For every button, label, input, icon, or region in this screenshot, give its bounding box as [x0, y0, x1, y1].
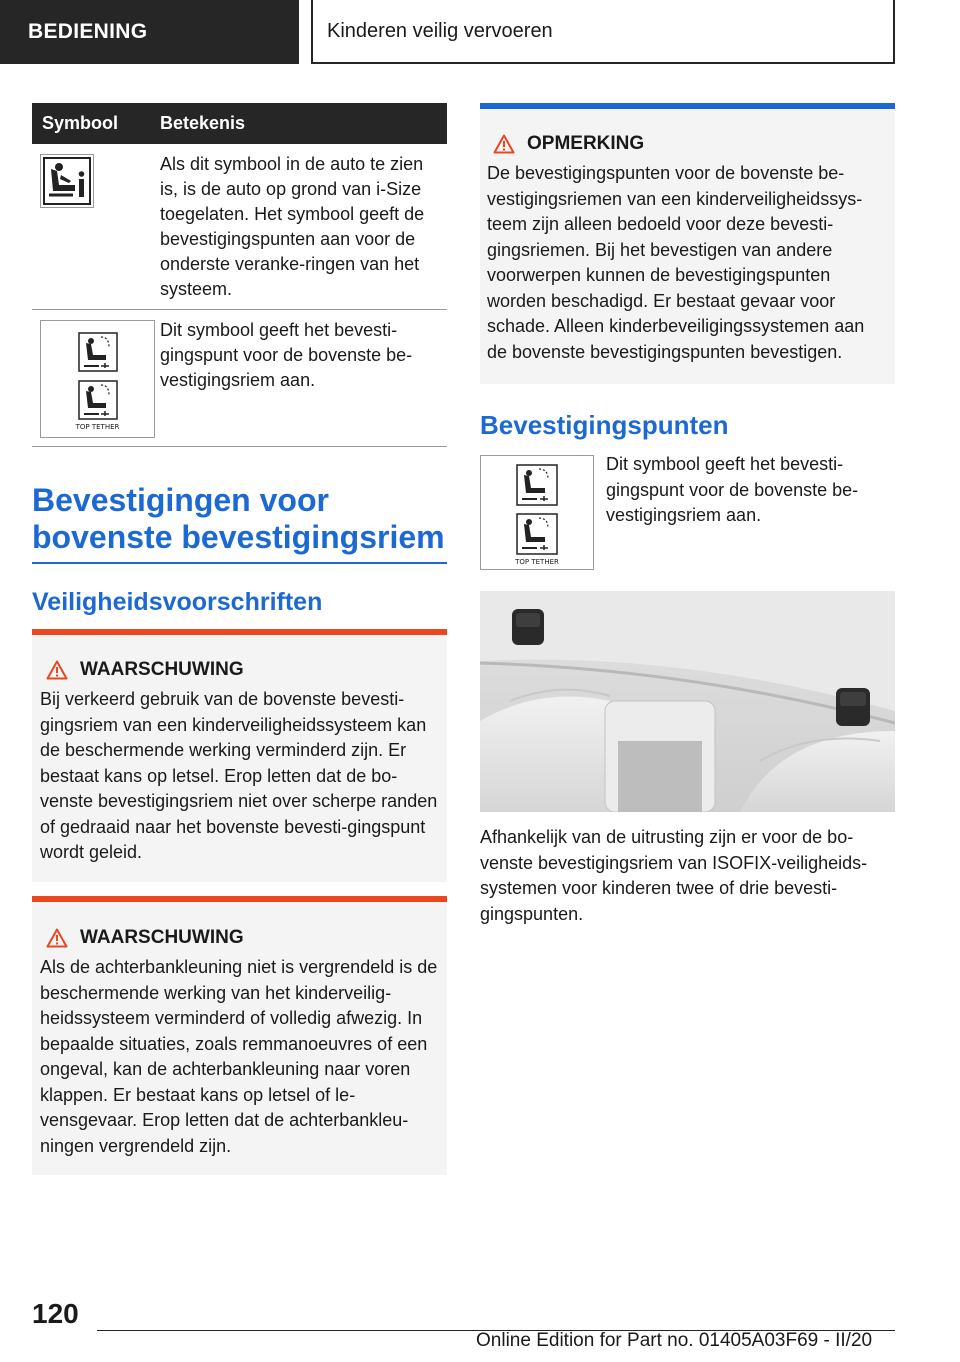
symbol-table: [32, 103, 447, 447]
column-header-meaning: Betekenis: [160, 113, 246, 133]
table-row: [32, 144, 447, 310]
table-cell-meaning: Dit symbool geeft het bevesti-gingspunt voor de bovenste be-vestigingsriem aan.: [160, 320, 413, 390]
section-title: Bevestigingen voor bovenste bevestigingsriem: [32, 482, 447, 564]
warning-label: WAARSCHUWING: [80, 927, 244, 948]
anchor-caption: Afhankelijk van de uitrusting zijn er voor de bo-venste bevestigingsriem van ISOFIX-veiligheids-systemen voor kinderen twee of drie bevesti-gingspunten.: [480, 827, 868, 924]
warning-label: WAARSCHUWING: [80, 659, 244, 680]
warning-box: [32, 896, 447, 1175]
note-triangle-icon: [493, 134, 515, 154]
isize-seat-icon: [40, 154, 94, 208]
warning-box: [32, 629, 447, 882]
table-header: [32, 103, 447, 144]
note-box: [480, 103, 895, 384]
anchor-section-title: Bevestigingspunten: [480, 410, 729, 440]
warning-text: Bij verkeerd gebruik van de bovenste bevesti-gingsriem van een kinderveiligheidssysteem kan de beschermende werking verminderd zijn. Er bestaat kans op letsel. Erop letten dat de bo-venste bevestigingsriem niet over scherpe randen of gedraaid naar het bovenste bevesti-gingspunt wordt geleid.: [40, 689, 438, 862]
section-tab: BEDIENING: [0, 0, 299, 64]
table-row: [32, 310, 447, 447]
edition-text: Online Edition for Part no. 01405A03F69 - II/20: [476, 1330, 873, 1351]
icon-caption: TOP TETHER: [515, 558, 559, 566]
top-tether-icon: [40, 320, 155, 438]
note-label: OPMERKING: [527, 133, 645, 154]
warning-triangle-icon: [46, 928, 68, 948]
column-header-symbol: Symbool: [42, 113, 119, 133]
icon-caption: TOP TETHER: [75, 423, 120, 431]
anchor-symbol-text: Dit symbool geeft het bevesti-gingspunt voor de bovenste be-vestigingsriem aan.: [606, 454, 859, 525]
page-number: 120: [32, 1298, 79, 1329]
rear-shelf-photo: [480, 591, 895, 812]
table-cell-meaning: Als dit symbool in de auto te zien is, is de auto op grond van i-Size toegelaten. Het symbool geeft de bevestigingspunten aan voor de onderste veranke-ringen van het systeem.: [160, 154, 425, 299]
warning-text: Als de achterbankleuning niet is vergrendeld is de beschermende werking van het kinderveilig-heidssysteem verminderd of volledig afwezig. In bepaalde situaties, zoals remmanoeuvres of een ongeval, kan de achterbankleuning naar voren klappen. Er bestaat kans op letsel of le-vensgevaar. Erop letten dat de achterbankleu-ningen vergrendeld zijn.: [40, 957, 438, 1156]
chapter-title: Kinderen veilig vervoeren: [311, 0, 895, 64]
warning-triangle-icon: [46, 660, 68, 680]
subsection-title: Veiligheidsvoorschriften: [32, 588, 323, 616]
note-text: De bevestigingspunten voor de bovenste be-vestigingsriemen van een kinderveiligheidssys-teem zijn alleen bedoeld voor deze bevesti-gingsriemen. Bij het bevestigen van andere voorwerpen kunnen de bevestigingspunten worden beschadigd. Er bestaat gevaar voor schade. Alleen kinderbeveiligingssystemen aan de bovenste bevestigingspunten bevestigen.: [487, 163, 865, 362]
top-tether-icon: [480, 455, 594, 570]
